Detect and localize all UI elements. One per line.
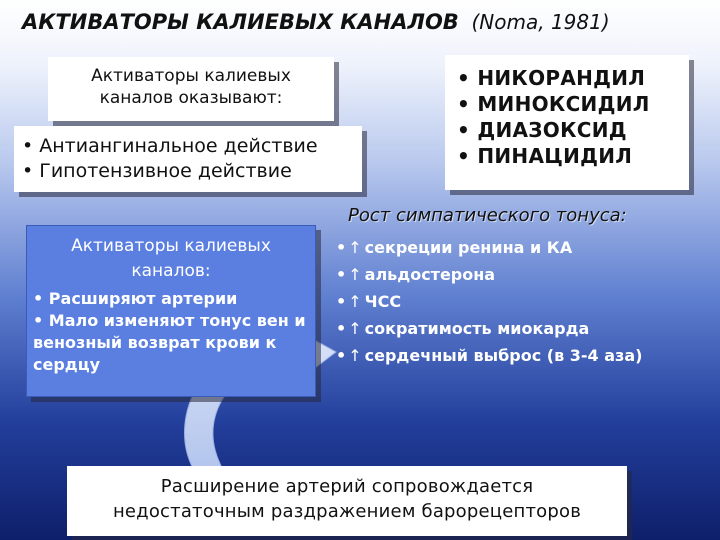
bullet: • bbox=[336, 265, 347, 284]
sympathetic-item-text: сердечный выброс (в 3-4 аза) bbox=[364, 346, 643, 365]
effects-header-box bbox=[48, 57, 334, 121]
effects-header-line1: Активаторы калиевых bbox=[91, 66, 291, 86]
effects-box bbox=[14, 126, 362, 192]
drug-item: • НИКОРАНДИЛ bbox=[457, 66, 646, 90]
sympathetic-item-text: ЧСС bbox=[364, 292, 402, 311]
sympathetic-heading: Рост симпатического тонуса: bbox=[348, 205, 627, 226]
drug-item: • МИНОКСИДИЛ bbox=[457, 92, 650, 116]
arrow-up-icon: ↑ bbox=[348, 265, 362, 284]
sympathetic-item bbox=[336, 342, 642, 369]
bullet: • bbox=[336, 319, 347, 338]
bottom-line2: недостаточным раздражением барорецепторов bbox=[112, 501, 582, 522]
actions-header-line2: каналов: bbox=[131, 261, 211, 281]
actions-header-line1: Активаторы калиевых bbox=[71, 236, 271, 256]
drug-item: • ПИНАЦИДИЛ bbox=[457, 144, 633, 168]
sympathetic-item bbox=[336, 288, 642, 315]
sympathetic-item bbox=[336, 315, 642, 342]
actions-item: • Расширяют артерии bbox=[33, 289, 238, 308]
arrow-up-icon: ↑ bbox=[348, 292, 362, 311]
sympathetic-item bbox=[336, 261, 642, 288]
actions-header bbox=[33, 234, 309, 284]
title-main: АКТИВАТОРЫ КАЛИЕВЫХ КАНАЛОВ bbox=[22, 10, 459, 34]
effects-header-line2: каналов оказывают: bbox=[99, 88, 283, 108]
arrow-up-icon: ↑ bbox=[348, 346, 362, 365]
effects-item: • Антиангинальное действие bbox=[22, 135, 318, 157]
bullet: • bbox=[336, 292, 347, 311]
effects-item: • Гипотензивное действие bbox=[22, 160, 292, 182]
sympathetic-item-text: альдостерона bbox=[364, 265, 496, 284]
title-reference: (Noma, 1981) bbox=[471, 10, 610, 34]
sympathetic-item bbox=[336, 234, 642, 261]
sympathetic-item-text: секреции ренина и КА bbox=[364, 238, 573, 257]
arrow-up-icon: ↑ bbox=[348, 238, 362, 257]
sympathetic-item-text: сократимость миокарда bbox=[364, 319, 590, 338]
drug-item: • ДИАЗОКСИД bbox=[457, 118, 627, 142]
bottom-line1: Расширение артерий сопровождается bbox=[160, 476, 534, 497]
actions-box bbox=[26, 225, 316, 397]
bullet: • bbox=[336, 346, 347, 365]
actions-item: • Мало изменяют тонус вен и венозный возврат крови к сердцу bbox=[33, 311, 306, 374]
bottom-box bbox=[67, 466, 627, 536]
page-title bbox=[22, 10, 712, 34]
sympathetic-list bbox=[336, 234, 642, 369]
arrow-up-icon: ↑ bbox=[348, 319, 362, 338]
drugs-box bbox=[445, 55, 689, 190]
bullet: • bbox=[336, 238, 347, 257]
